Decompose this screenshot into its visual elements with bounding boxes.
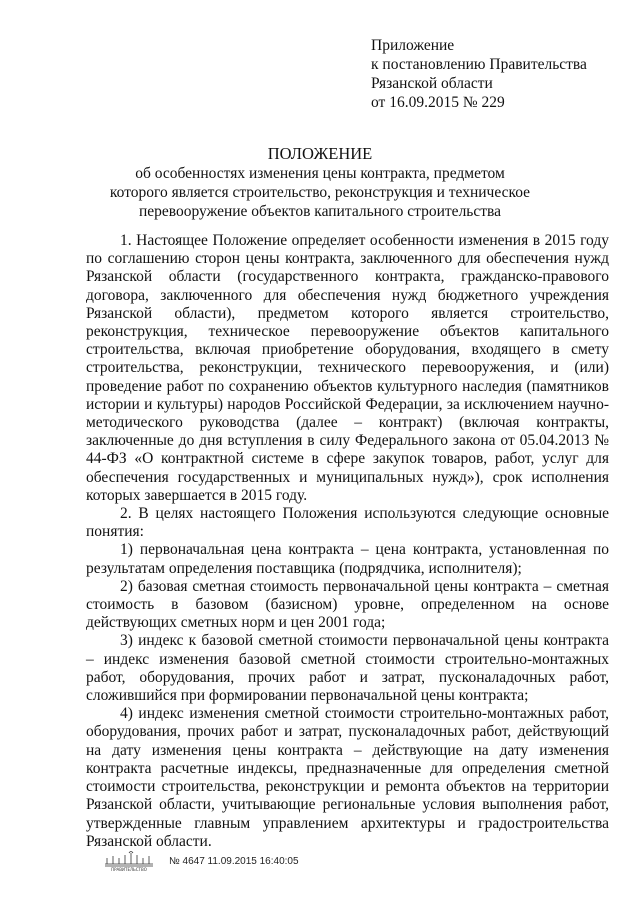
government-building-icon [103,850,155,872]
paragraph-2: 2. В целях настоящего Положения используются следующие основные понятия: [86,505,609,541]
registration-footer [103,848,299,874]
appendix-header [371,36,587,112]
appendix-line: Рязанской области [371,75,493,92]
appendix-line: от 16.09.2015 № 229 [371,94,505,111]
document-title [60,144,580,221]
definition-3: 3) индекс к базовой сметной стоимости первоначальной цены контракта – индекс изменения базовой сметной стоимости строительно-монтажных работ, оборудования, прочих работ и затрат, пусконаладочных работ, сложившийся при формировании первоначальной цены контракта; [86,632,609,705]
registration-number: № 4647 11.09.2015 16:40:05 [169,855,299,867]
appendix-line: Приложение [371,37,455,54]
title-line: которого является строительство, реконструкция и техническое [109,184,531,201]
definition-4: 4) индекс изменения сметной стоимости строительно-монтажных работ, оборудования, прочих работ и затрат, пусконаладочных работ, действующий на дату изменения цены контракта – действующие на дату изменения контракта расчетные индексы, предназначенные для определения сметной стоимости строительства, реконструкции и ремонта объектов на территории Рязанской области, учитывающие региональные условия выполнения работ, утвержденные главным управлением архитектуры и градостроительства Рязанской области. [86,705,609,850]
definition-2: 2) базовая сметная стоимость первоначальной цены контракта – сметная стоимость в базовом (базисном) уровне, определенном на основе действующих сметных норм и цен 2001 года; [86,577,609,632]
title-line: об особенностях изменения цены контракта, предметом [135,165,505,182]
appendix-line: к постановлению Правительства [371,56,587,73]
definition-1: 1) первоначальная цена контракта – цена контракта, установленная по результатам определения поставщика (подрядчика, исполнителя); [86,541,609,577]
title-line: перевооружение объектов капитального строительства [138,203,502,220]
paragraph-1: 1. Настоящее Положение определяет особенности изменения в 2015 году по соглашению сторон цены контракта, заключенного для обеспечения нужд Рязанской области (государственного контракта, гражданско-правового договора, заключенного для обеспечения нужд бюджетного учреждения Рязанской области), предметом которого является строительство, реконструкция, техническое перевооружение объектов капитального строительства, включая приобретение оборудования, входящего в смету строительства, реконструкции, технического перевооружения, и (или) проведение работ по сохранению объектов культурного наследия (памятников истории и культуры) народов Российской Федерации, за исключением научно-методического руководства (далее – контракт) (включая контракты, заключенные до дня вступления в силу Федерального закона от 05.04.2013 № 44-ФЗ «О контрактной системе в сфере закупок товаров, работ, услуг для обеспечения государственных и муниципальных нужд»), срок исполнения которых завершается в 2015 году. [86,232,609,504]
title-main: ПОЛОЖЕНИЕ [267,144,373,163]
document-body [86,232,609,851]
stamp-caption: ПРАВИТЕЛЬСТВО [111,867,147,872]
